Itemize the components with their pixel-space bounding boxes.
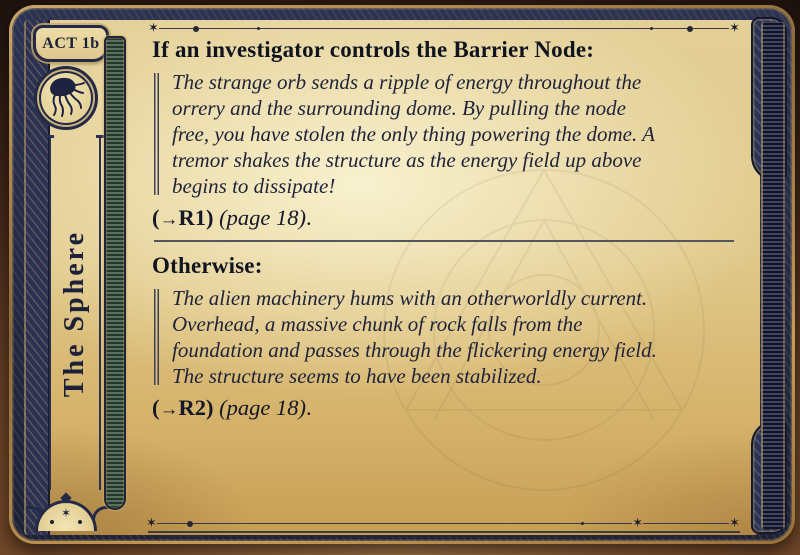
card-parchment [24,20,760,535]
star-icon: ✶ [148,21,159,36]
top-ornament-line [148,22,740,35]
star-icon: ✶ [146,516,157,531]
section-1-resolution-ref: (→R1) (page 18). [152,205,312,230]
card-title: The Sphere [58,230,90,398]
section-2-resolution-ref: (→R2) (page 18). [152,395,312,420]
encounter-icon-circle [34,66,98,130]
arrow-icon: → [159,399,179,420]
act-label: ACT 1b [42,34,100,52]
flavor-line: The alien machinery hums with an otherworldly current. [172,286,648,310]
section-1-flavor [152,69,744,199]
jellyfish-icon [43,75,89,121]
page-reference: (page 18) [213,395,306,420]
star-icon: ✶ [729,516,740,531]
flavor-line: begins to dissipate! [172,174,336,198]
resolution-code: R1 [178,205,206,230]
right-border-column [761,22,785,529]
flavor-quote-bar [154,289,159,385]
star-icon: ✶ [729,21,740,36]
card-text [152,37,744,421]
bottom-ornament-line [146,517,740,530]
dome-dot [50,520,54,524]
section-1-header: If an investigator controls the Barrier Node: [152,37,595,62]
flavor-line: free, you have stolen the only thing powering the dome. A [172,122,655,146]
section-divider [154,240,734,242]
card-border-band [12,8,792,541]
resolution-code: R2 [178,395,206,420]
flavor-line: foundation and passes through the flickering energy field. [172,338,657,362]
page-reference: (page 18) [213,205,306,230]
flavor-line: The structure seems to have been stabilized. [172,364,542,388]
teal-divider-column [104,36,126,510]
flavor-line: Overhead, a massive chunk of rock falls from the [172,312,583,336]
dome-star-icon: ✶ [60,506,72,520]
dome-dot [78,520,82,524]
flavor-line: tremor shakes the structure as the energy field up above [172,148,642,172]
section-2-flavor [152,285,744,389]
card-outer-trim [9,5,795,544]
act-tab [33,25,109,62]
arrow-icon: → [159,209,179,230]
flavor-line: The strange orb sends a ripple of energy throughout the [172,70,642,94]
flavor-line: orrery and the surrounding dome. By pulling the node [172,96,626,120]
flavor-quote-bar [154,73,159,195]
star-icon: ✶ [632,516,644,531]
section-2-header: Otherwise: [152,253,263,278]
bottom-border-lines [148,531,740,539]
